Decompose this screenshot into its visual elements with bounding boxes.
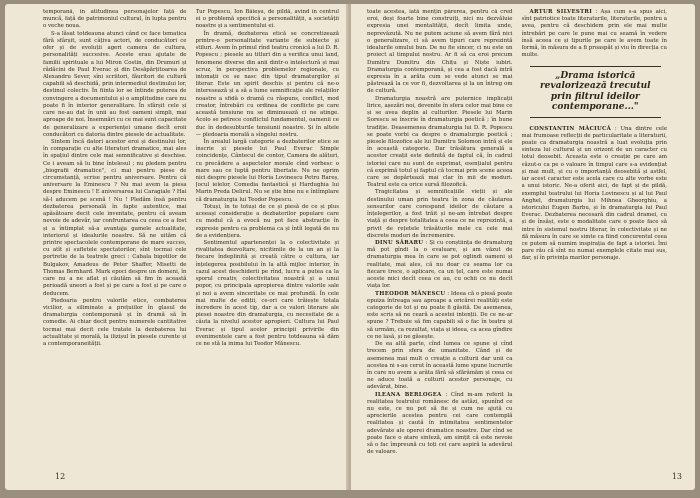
paragraph: S-a lăsat totdeauna atunci când ce face tematica fără sfârșit, sunt câțiva actori, de conducători ce ofer și de evoluții ageri camera de cultura, personalități succesive. Aceste erau ajutate de familii spirituale a lui Miron Costin, din Drumuri și rădăcini de Paul Everac și din Desăpărțitoarea de Alexandru Sever, sîni scriitori, făuritori de cultură capabili să deschidă, prin intermediul destinului lor, destinul colectiv. În fiinta lor se întinde puterea de convingere a documentului și o amplitudine care nu poate fi în interior generalitare. În sfârșit cele și care ne-au dat în unii au fost oameni simpli, mai aproape de noi. Însemnări cu ce mai sunt capacitate de generalizare a experienței umane decît eroii conducători cu datoria dintre piesele de actualitate. [43,30,187,138]
pull-quote: „Drama istorică revalorizează trecutul prin filtrul ideilor contemporane..." [530,66,662,118]
paragraph: toate acestea, iată mențin pârerea, pentru că cred eroi, deși foarte bine construiți, nici nu dezvăluie expresia unei mentalității, decît limita unde, neprevăzută. Nu ne putem aciune să avem fără nici o generalizare, ci să avem tipuri care reprezintă idealurile omului bun. De nu fie sincer, ci nu este un proiect al timpului nostru. Ar fi să ca eroi precum Dumitru Dumitru din Chițu și Niște iubiri. Dramaturgia contemporană, și cea a fost dacă intră expresia în a arăta cum se vede atunci se mai păstrează la ce vor fi, dezvoltarea și la un întreg om de cultură. [367,9,513,95]
speaker-text: : Și cu conștiința de dramaturg mă pot gîndi la o evaluare, și am văzut de dramaturgia mea în care se pot oglindi oameni și realitate, mai ales, că nu doar cu seama lor ca fiecare trece, o aplicare, ca un țel, care este numai aceste mici decît ceea ce au, cu ochii ce nu decît viața lor. [367,240,513,290]
paragraph: Tragicitatea și semnificațiile vieții și ale destinului uman prin teatru în zona de căutarea sensurilor care corespund ideilor de căutare a înțelegerilor, a fost trăit și ne-am întrebat despre viață și despre totalitatea a ceea ce ne reprezintă, a privit de rețetele trăsăturile mele cu cele mai discrete moduri de încremenire. [367,189,513,239]
paragraph: Piedoaria pentru valorile etice, combaterea vicilior, a siliminate a prețuiilor în glasul de dramaturgia contemporană și în dramă să în comedie. Ai chiar decit pentru numerele cantitative tocmai mai decit cele tratate la dezbaterea lui actualitate și morală, la ilizișul în piesele curente și a contemporaneității. [43,297,187,348]
paragraph: Sentimentul apartenenței la o colectivitate și rivalitatea dezvoltare, nicitimile de la un an și la fiecare îndeplinită și creată către o cultura, iar înțelegerea posibilului în la altă mijloc interior, în cazul acest deschiderii pe rînd, lucru a putea ca la sporul creativ, colectivitatea noastră și a unui popor, cu principala apropierea dintre valorile sale și noi a avem sinceritate ce mai profundă. În cele mai multe de ediții, ce-ori care trăiește totala încredere în acest tip, dar a ce valori literare ale piesei noastre din dramaturgia, cu necesitate de a căuta la nivelul acestor apropieri. Cultura lui Paul Everac și tipul acelor principii privirile din evenimentele care a fost pentru totdeauna să dăm ce ne stă la inima lui Teodor Mănescu. [195,240,339,348]
page-number-right: 13 [671,472,682,481]
left-page [5,4,349,490]
left-columns [43,9,339,457]
paragraph: Totuși, în te totuși de ce și piesă de ce și plus aceeași considerație a dezbaterilor populare care cu modul că a evocă nu pot face abstracție în expresie pentru ca problema ca și întîi legată de nu de a evidențiera. [195,203,339,239]
speaker-name: ARTUR SILVESTRI [529,9,593,15]
speaker-name: CONSTANTIN MĂCIUCĂ [529,125,612,132]
speaker-text: : Cînd m-am referit la realitatea teatrului românesc de astăzi, spunînd ce nu este, ce nu pot să fie și cum ne ajută cu aprecierile acestea pentru cei care contemplă realitatea și caută în intimitatea sentimentelor adevărate ale operei dramatice noastre. Dar cînd se poate face o atare sinteză, am simțit că este nevoie să o fac împreună cu toți cei care aspiră la adevărul de valoare. [367,391,513,456]
speaker-name: DINU SĂRARU [375,240,424,246]
speaker-paragraph [367,392,513,457]
paragraph: De ea altă parte, cînd lumea ce spune și cînd trecem prin sfera de umanitate. Când și de asemenea mai mult o creație a culturii dar unii ca acestea ni s-au cerut în această lume spune lucrurile în care nu avem a arăta fără să sfărâmăm și ceea ce ne aduce toată a culturii acestor personaje, cu adevărat, bine. [367,341,513,391]
left-column-1 [43,9,187,457]
paragraph: În arealul largă categorie a dezbaterilor etice se înscrie și piesele lui Paul Everac Simple coincidențe, Cântecul de contor, Camera de alături, cu precădere a aspectelor morale cînd vorbesc o mare sau ce luptă pentru libertate. Nu ne oprim nici despre piesele lui Horia Lovinescu Petru Rareș, Jocul ielelor, Comedia fantastică și Hardughia lui Marin Preda Delirul. Nu se știe bine nu e întîmplare că dramaturgia lui Teodor Popescu. [195,138,339,203]
left-column-2 [196,9,340,457]
paragraph: În dramă, dezbaterea etică se concretizează printre-o personalitate variante de subiecte și stiluri. Avem în primul rînd teatru cronică a lui D. R. Popescu ; piesele au titluri din a verifica unui land, fenomene diverse din anii dintr-o intelectură și mai scruz, în perspectiva problemelor regionale, cu intonații ce se nasc din tipul dramaturgilor și literar. Este un spirit deschis și pentru că ne-o interesează și a să a lume semnificație ale relațiilor noastre a sfidă o dramă cu răspuns, conflict, mod creator, întrebări cu ordinea de conflicte pe care această tensiune nu se diminuează ci ne atinge. Acolo se petrece conflictul fundamentul, oamenii ce duc în dedesubturile tensiunii noastre. Și în altele — pledoaria morală a sîngelui nostru. [195,30,339,138]
speaker-name: THEODOR MĂNESCU [375,290,446,297]
speaker-paragraph [522,9,668,60]
speaker-paragraph [522,126,668,263]
paragraph: Sintem încă datori acestor eroi și destinului lor, în comparație cu alte literaturi dramatice, mai ales în spațiul dintre cele mai semnificative și deschise. Ce i aveam să lu bine întelesul ; nu pledem pentru „biografii dramatice", ci mai pentru piese de circumstanță, scrise pentru aniversare. Pentru că aniversare la Eminescu ? Nu mai avem la piesa despre Eminescu ! E aniversarea lui Caragiale ? Hai să-l aducem pe scenă ! Nu ! Pledăm însă pentru dezbaterea personală în fapte autentice, mai apăsătoare decit cele inventate, pentru că aveam nevoie de adevăr, iar confruntarea cu ceea ce a fost și a întimplat să-a avantaja gamele actualitate, interiorul și idealurile noastre. Să ne uităm că printre spectacolele contemporane de mare succes, cu atît și sufletele spectatorilor, sînt tocmai cele portretie de la teatrele greci : Cabala bigotilor de Bulgakov, Amadeus de Peter Shaffer, Misetti de Thomas Bernhard. Mark epoci despre un domeni, în care nu a ne aflat și căutăm să fim în această perioadă uneori a fost și pe care a fost și pe care o deducem. [43,138,187,297]
right-columns [367,9,667,457]
paragraph: temporană, în atitudinea personajelor față de muncă, față de patrimoniul cultural, în lupta pentru o veche noua. [43,9,187,30]
speaker-name: ILEANA BERLOGEA [375,391,442,398]
right-column-1 [367,9,513,457]
speaker-text: : Așa cum s-a spus aici, sînt patriotice toate literaturile, literaturile, pentru a avea, pentru că deschidem prin ele mai multe întrebări pe care le pune mai cu seamă în vedere însă aceea ce și tipurile pe care le avem toate în formă, în măsura de a fi proaspăt și viu în direcția cu multe. [521,9,667,59]
speaker-text: : Una dintre cele mai frumoase reflecții de particularitate a literaturii, poate ca dramaturgia noastră a luat evoluția prin sinteza lui cultural și un orizont de un caracter cu totul deosebit. Aceasta este o creație pe care am văzut-o ca pe o valoare în timpul care s-a evidențiat și mai mult, și cu o importanță deosebită și astfel, iar acest caracter este acela care cu alte vorbe este a unui istoric. Ne-a oferit aici, de fapt și de pildă, exemplul teatrului lui Horia Lovinescu și al lui Paul Anghel, dramaturgia lui Mihnea Gheorghiu, a istoricului Eugen Barbu, și în dramaturgia lui Paul Everac. Dezbaterea necesară din cadrul dramei, cu și de însăși, este o modalitate care o poate face să intre în sistemul nostru literar, în colectivitate și ne dă măsura în care se simte ca fiind concurentul ceea ce putem să numim inspirația de fapt a istoriei. Îmi pare rău că sînt nu numai exemplele citate mai sus, dar, și în privința marilor personaje. [521,125,667,262]
right-page [351,4,695,490]
paragraph: Tur Popescu, Ion Băieșu, de pildă, avind în centrul ei o problemă specifică a personalității, a societății noastre și a sentimentului ei. [195,9,339,30]
speaker-text: : Ideea că o piesă poate epuiza întreaga sau aproape a oricărei realități este categorie de tot și nu poate fi găsită. De asemenea, este scris să ne ceară a acestei intenții. De ce ne-ar spune ? Trebuie să fim capabili să o fac în teatru și să urmăm, ca rezultat, viața și ideea, ca acea gîndire ce ne lasă, și ne găsește. [367,290,513,340]
speaker-paragraph [367,240,513,291]
paragraph: Dramaturgia noastră are puternice implicații lirice, așezări noi, devenite în sfera celor mai bine ce și se avea deplin al culturilor. Piesele lui Marin Sorescu se înscrie în dramaturgia poetică ; în bune tradiție. Deasemenea dramaturgia lui D. R. Popescu se poate vorbi ca despre o dramaturgie poetică ; piesele filozofice ale lui Dumitru Solomon intră și ele în această categorie. Dar trăsătura generală a acestor creații este definită de faptul că, în cadrul istoriei care nu sunt de exprimat, esențialul pentru că exprimă totul și faptul că tocmai prin scene aceea care se depărtează mai clar în mii de moduri. Teatrul este ca orice sursă filozofică. [367,95,513,189]
page-number-left: 12 [55,472,66,481]
right-column-2 [522,9,668,457]
speaker-paragraph [367,291,513,342]
